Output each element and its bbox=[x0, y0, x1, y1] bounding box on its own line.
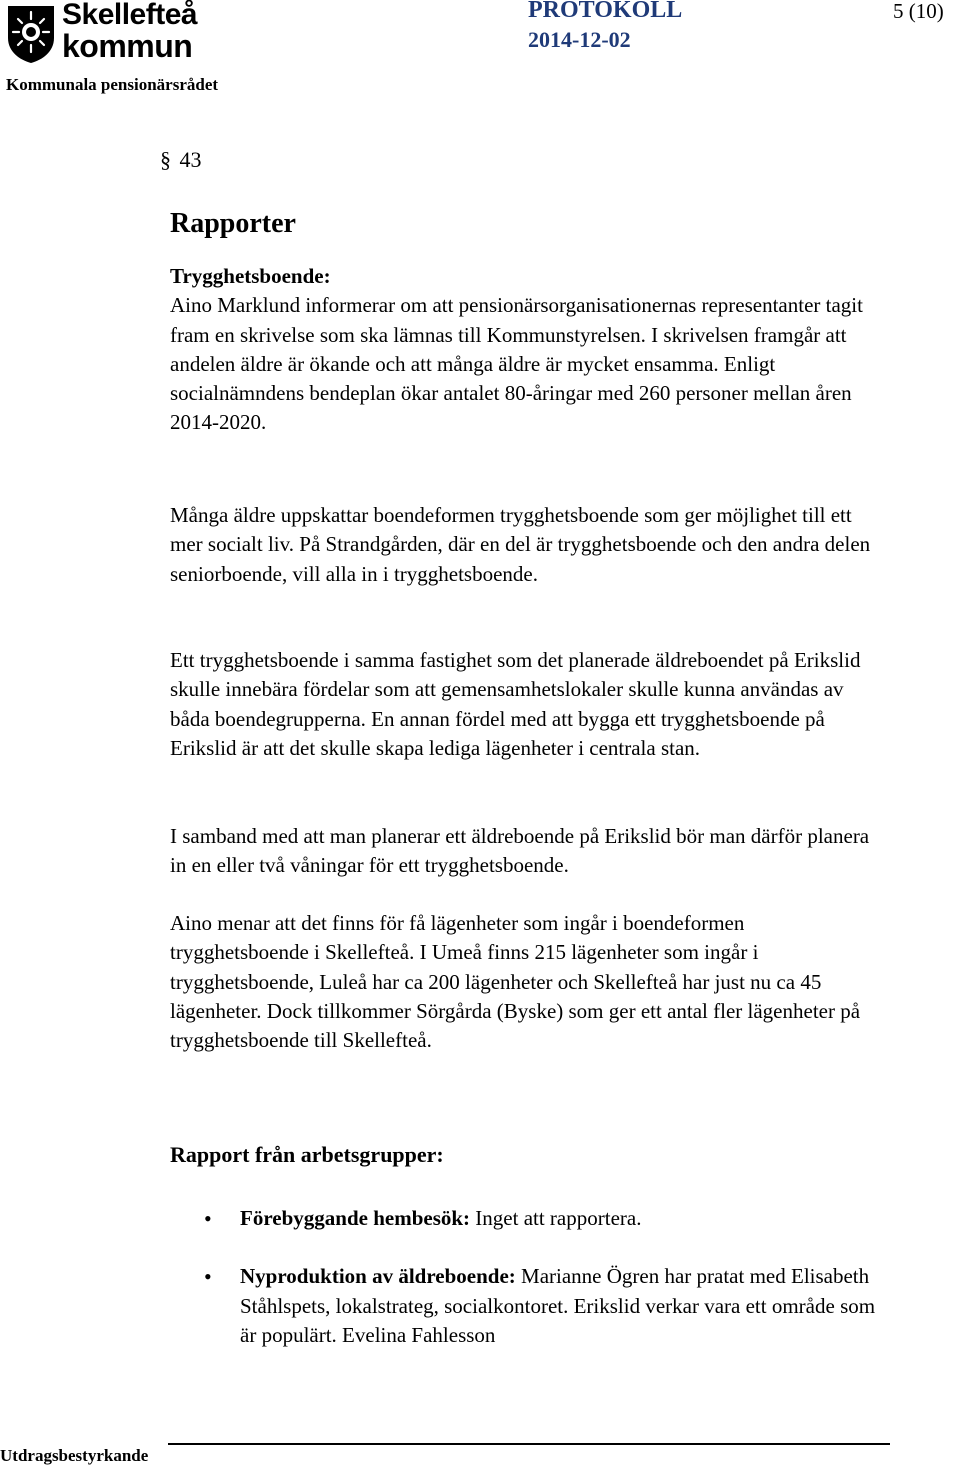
arbetsgrupper-heading: Rapport från arbetsgrupper: bbox=[170, 1142, 444, 1167]
municipal-emblem-icon bbox=[6, 4, 56, 64]
footer-divider bbox=[168, 1443, 890, 1445]
document-date: 2014-12-02 bbox=[528, 27, 631, 52]
footer-label: Utdragsbestyrkande bbox=[0, 1446, 149, 1465]
arbetsgrupper-list bbox=[170, 1204, 890, 1379]
section-symbol: § bbox=[160, 147, 171, 172]
paragraph-3: Ett trygghetsboende i samma fastighet som det planerade äldreboendet på Erikslid skulle innebära fördelar som att gemensamhetslokaler skulle kunna användas av båda boendegrupperna. En annan fördel med att bygga ett trygghetsboende på Erikslid är att det skulle skapa lediga lägenheter i centrala stan. bbox=[170, 648, 861, 760]
list-item bbox=[170, 1262, 890, 1350]
municipality-logo bbox=[4, 2, 204, 68]
list-item-text: Inget att rapportera. bbox=[470, 1206, 642, 1230]
section-title: Rapporter bbox=[170, 208, 296, 239]
paragraph-4: I samband med att man planerar ett äldreboende på Erikslid bör man därför planera in en eller två våningar för ett trygghetsboende. bbox=[170, 824, 870, 878]
document-type: PROTOKOLL bbox=[528, 0, 683, 23]
list-item-text: Marianne Ögren har pratat med Elisabeth Ståhlspets, lokalstrateg, socialkontoret. Erikslid verkar vara ett område som är populärt. Evelina Fahlesson bbox=[240, 1264, 876, 1347]
page-number: 5 (10) bbox=[893, 0, 944, 23]
trygghetsboende-heading: Trygghetsboende: bbox=[170, 264, 331, 288]
logo-wordmark-line1: Skellefteå bbox=[62, 0, 198, 31]
bullet-icon: • bbox=[204, 1206, 212, 1231]
section-number-value: 43 bbox=[179, 147, 202, 172]
organization-name: Kommunala pensionärsrådet bbox=[6, 75, 219, 94]
paragraph-5: Aino menar att det finns för få lägenheter som ingår i boendeformen trygghetsboende i Skellefteå. I Umeå finns 215 lägenheter som ingår i trygghetsboende, Luleå har ca 200 lägenheter och Skellefteå har just nu ca 45 lägenheter. Dock tillkommer Sörgårda (Byske) som ger ett antal fler lägenheter på trygghetsboende till Skellefteå. bbox=[170, 911, 861, 1053]
bullet-icon: • bbox=[204, 1264, 212, 1290]
paragraph-3-block bbox=[170, 646, 880, 763]
paragraph-4-block bbox=[170, 822, 880, 881]
paragraph-5-block bbox=[170, 909, 880, 1055]
list-item-label: Nyproduktion av äldreboende: bbox=[240, 1264, 516, 1289]
paragraph-2-block bbox=[170, 501, 880, 589]
trygghetsboende-block bbox=[170, 262, 880, 438]
section-number bbox=[160, 147, 202, 173]
paragraph-1: Aino Marklund informerar om att pensionärsorganisationernas representanter tagit fram en skrivelse som ska lämnas till Kommunstyrelsen. I skrivelsen framgår att andelen äldre är ökande och att många äldre är mycket ensamma. Enligt socialnämndens bendeplan ökar antalet 80-åringar med 260 personer mellan åren 2014-2020. bbox=[170, 293, 863, 435]
list-item-label: Förebyggande hembesök: bbox=[240, 1206, 471, 1230]
logo-wordmark-line2: kommun bbox=[62, 28, 193, 64]
paragraph-2: Många äldre uppskattar boendeformen trygghetsboende som ger möjlighet till ett mer socialt liv. På Strandgården, där en del är trygghetsboende och den andra delen seniorboende, vill alla in i trygghetsboende. bbox=[170, 503, 871, 586]
list-item bbox=[170, 1204, 890, 1233]
